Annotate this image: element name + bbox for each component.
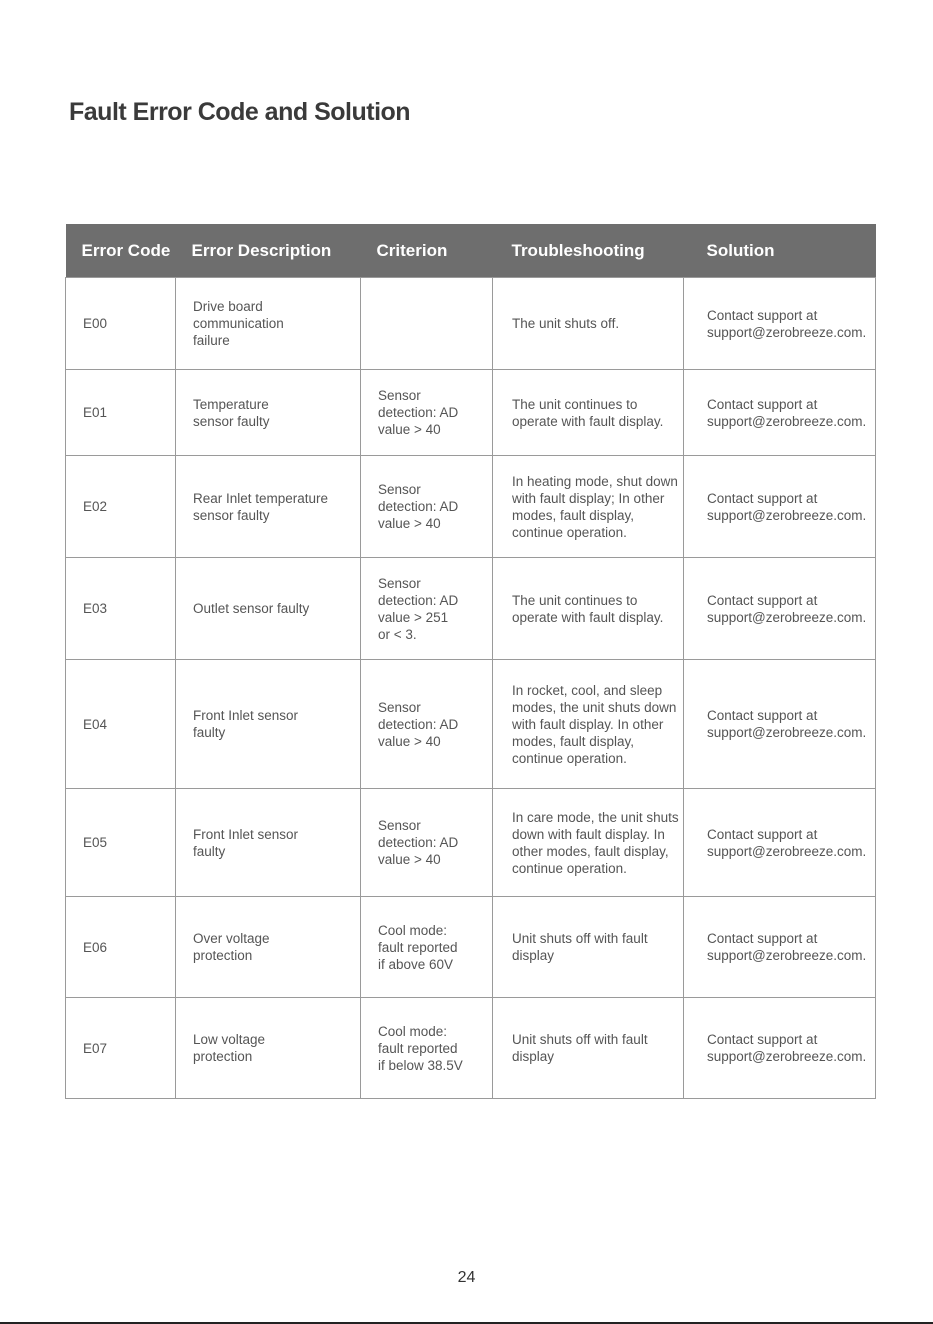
criterion: Cool mode: fault reported if below 38.5V bbox=[378, 1023, 463, 1073]
error-description-cell bbox=[176, 558, 361, 660]
criterion: Cool mode: fault reported if above 60V bbox=[378, 922, 458, 972]
solution: Contact support at support@zerobreeze.com. bbox=[707, 396, 867, 429]
criterion: Sensor detection: AD value > 40 bbox=[378, 482, 459, 531]
error-description: Front Inlet sensor faulty bbox=[193, 708, 299, 740]
criterion-cell bbox=[361, 897, 493, 998]
error-code: E02 bbox=[83, 499, 108, 514]
table-row bbox=[66, 278, 876, 370]
troubleshooting: In heating mode, shut down with fault display; In other modes, fault display, continue operation. bbox=[512, 473, 678, 540]
solution-cell bbox=[684, 660, 876, 789]
error-code-cell bbox=[66, 456, 176, 558]
troubleshooting-cell bbox=[493, 278, 684, 370]
solution: Contact support at support@zerobreeze.com. bbox=[707, 1032, 867, 1064]
solution: Contact support at support@zerobreeze.com. bbox=[707, 931, 867, 963]
page-number: 24 bbox=[457, 1269, 476, 1286]
troubleshooting: The unit shuts off. bbox=[512, 316, 620, 331]
table-row bbox=[66, 660, 876, 789]
solution-cell bbox=[684, 789, 876, 897]
troubleshooting: The unit continues to operate with fault display. bbox=[512, 396, 664, 429]
troubleshooting-cell bbox=[493, 558, 684, 660]
error-code: E05 bbox=[83, 835, 108, 850]
page-title: Fault Error Code and Solution bbox=[69, 98, 411, 126]
troubleshooting: Unit shuts off with fault display bbox=[512, 1032, 648, 1064]
error-code: E01 bbox=[83, 405, 108, 420]
error-code: E06 bbox=[83, 939, 108, 955]
troubleshooting-cell bbox=[493, 998, 684, 1099]
criterion-cell bbox=[361, 558, 493, 660]
error-description: Low voltage protection bbox=[193, 1032, 266, 1064]
troubleshooting: In rocket, cool, and sleep modes, the unit shuts down with fault display. In other modes, fault display, continue operation. bbox=[512, 682, 677, 766]
solution: Contact support at support@zerobreeze.com. bbox=[707, 307, 867, 340]
solution-cell bbox=[684, 897, 876, 998]
troubleshooting: The unit continues to operate with fault display. bbox=[512, 592, 664, 625]
error-code-cell bbox=[66, 897, 176, 998]
error-code: E03 bbox=[83, 601, 108, 616]
troubleshooting-cell bbox=[493, 456, 684, 558]
error-description-cell bbox=[176, 998, 361, 1099]
criterion: Sensor detection: AD value > 251 or < 3. bbox=[378, 575, 459, 642]
error-description: Front Inlet sensor faulty bbox=[193, 826, 299, 859]
table-row bbox=[66, 456, 876, 558]
solution: Contact support at support@zerobreeze.com. bbox=[707, 592, 867, 625]
header-troubleshooting: Troubleshooting bbox=[493, 224, 684, 278]
criterion-cell bbox=[361, 998, 493, 1099]
header-solution: Solution bbox=[684, 224, 876, 278]
criterion-cell bbox=[361, 456, 493, 558]
table-row bbox=[66, 998, 876, 1099]
error-code: E07 bbox=[83, 1040, 108, 1056]
solution-cell bbox=[684, 456, 876, 558]
fault-code-table bbox=[65, 224, 876, 1099]
table-row bbox=[66, 558, 876, 660]
solution: Contact support at support@zerobreeze.com. bbox=[707, 826, 867, 859]
error-description-cell bbox=[176, 370, 361, 456]
error-code-cell bbox=[66, 789, 176, 897]
troubleshooting-cell bbox=[493, 660, 684, 789]
error-description-cell bbox=[176, 897, 361, 998]
solution-cell bbox=[684, 998, 876, 1099]
error-description-cell bbox=[176, 456, 361, 558]
error-code-cell bbox=[66, 370, 176, 456]
solution-cell bbox=[684, 278, 876, 370]
error-code-cell bbox=[66, 558, 176, 660]
criterion-cell bbox=[361, 789, 493, 897]
solution: Contact support at support@zerobreeze.com. bbox=[707, 708, 867, 740]
troubleshooting-cell bbox=[493, 370, 684, 456]
header-error-description: Error Description bbox=[176, 224, 361, 278]
error-description-cell bbox=[176, 278, 361, 370]
solution: Contact support at support@zerobreeze.com. bbox=[707, 490, 867, 523]
error-description-cell bbox=[176, 789, 361, 897]
solution-cell bbox=[684, 558, 876, 660]
troubleshooting-cell bbox=[493, 897, 684, 998]
table-row bbox=[66, 897, 876, 998]
header-criterion: Criterion bbox=[361, 224, 493, 278]
criterion-cell bbox=[361, 370, 493, 456]
criterion-cell bbox=[361, 660, 493, 789]
troubleshooting: In care mode, the unit shuts down with fault display. In other modes, fault display, continue operation. bbox=[512, 809, 679, 876]
criterion: Sensor detection: AD value > 40 bbox=[378, 388, 459, 437]
error-code: E04 bbox=[83, 716, 108, 732]
error-description: Rear Inlet temperature sensor faulty bbox=[193, 490, 329, 523]
criterion-cell bbox=[361, 278, 493, 370]
error-code-cell bbox=[66, 660, 176, 789]
error-code: E00 bbox=[83, 316, 108, 331]
error-description-cell bbox=[176, 660, 361, 789]
troubleshooting: Unit shuts off with fault display bbox=[512, 931, 648, 963]
error-description: Drive board communication failure bbox=[193, 299, 284, 348]
error-description: Temperature sensor faulty bbox=[193, 396, 270, 429]
error-code-cell bbox=[66, 278, 176, 370]
error-code-cell bbox=[66, 998, 176, 1099]
error-description: Outlet sensor faulty bbox=[193, 601, 310, 616]
troubleshooting-cell bbox=[493, 789, 684, 897]
solution-cell bbox=[684, 370, 876, 456]
criterion: Sensor detection: AD value > 40 bbox=[378, 818, 459, 867]
table-row bbox=[66, 370, 876, 456]
table-row bbox=[66, 789, 876, 897]
criterion: Sensor detection: AD value > 40 bbox=[378, 699, 459, 749]
header-error-code: Error Code bbox=[66, 224, 176, 278]
error-description: Over voltage protection bbox=[193, 931, 270, 963]
table-header-row bbox=[66, 224, 876, 278]
